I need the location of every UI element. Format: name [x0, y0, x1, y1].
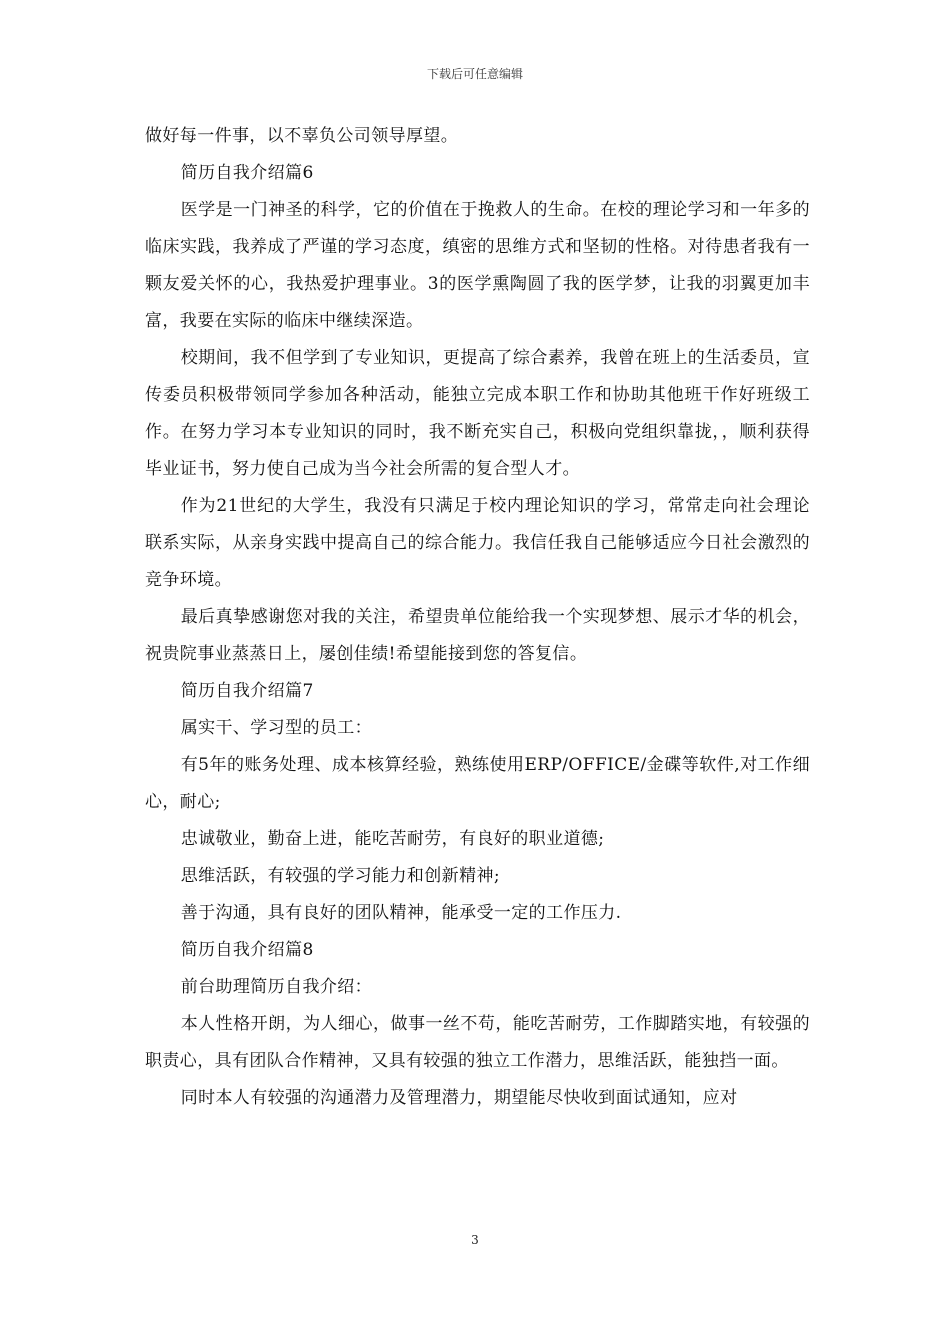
paragraph: 属实干、学习型的员工： — [180, 718, 373, 738]
page-header — [0, 66, 950, 82]
section-heading-7: 简历自我介绍篇7 — [180, 681, 314, 701]
paragraph: 忠诚敬业，勤奋上进，能吃苦耐劳，有良好的职业道德; — [180, 829, 605, 849]
paragraph: 有5年的账务处理、成本核算经验，熟练使用ERP/OFFICE/金碟等软件,对工作细心，耐心; — [145, 755, 810, 812]
paragraph: 思维活跃，有较强的学习能力和创新精神; — [180, 866, 501, 886]
paragraph: 校期间，我不但学到了专业知识，更提高了综合素养，我曾在班上的生活委员，宣传委员积极带领同学参加各种活动，能独立完成本职工作和协助其他班干作好班级工作。在努力学习本专业知识的同时，我不断充实自己，积极向党组织靠拢，，顺利获得毕业证书，努力使自己成为当今社会所需的复合型人才。 — [145, 348, 810, 479]
paragraph: 善于沟通，具有良好的团队精神，能承受一定的工作压力. — [180, 903, 622, 923]
paragraph: 前台助理简历自我介绍： — [180, 977, 373, 997]
paragraph-continuation: 做好每一件事，以不辜负公司领导厚望。 — [145, 126, 459, 146]
paragraph: 最后真挚感谢您对我的关注，希望贵单位能给我一个实现梦想、展示才华的机会，祝贵院事业蒸蒸日上，屡创佳绩!希望能接到您的答复信。 — [145, 607, 810, 664]
paragraph: 同时本人有较强的沟通潜力及管理潜力，期望能尽快收到面试通知，应对 — [180, 1088, 738, 1108]
section-heading-6: 简历自我介绍篇6 — [180, 163, 314, 183]
page-footer — [0, 1232, 950, 1248]
paragraph: 医学是一门神圣的科学，它的价值在于挽救人的生命。在校的理论学习和一年多的临床实践，我养成了严谨的学习态度，缜密的思维方式和坚韧的性格。对待患者我有一颗友爱关怀的心，我热爱护理事业。3的医学熏陶圆了我的医学梦，让我的羽翼更加丰富，我要在实际的临床中继续深造。 — [145, 200, 810, 331]
paragraph: 作为21世纪的大学生，我没有只满足于校内理论知识的学习，常常走向社会理论联系实际，从亲身实践中提高自己的综合能力。我信任我自己能够适应今日社会激烈的竞争环境。 — [145, 496, 810, 590]
section-heading-8: 简历自我介绍篇8 — [180, 940, 314, 960]
page-number: 3 — [471, 1233, 479, 1247]
header-note: 下载后可任意编辑 — [426, 67, 523, 81]
paragraph: 本人性格开朗，为人细心，做事一丝不苟，能吃苦耐劳，工作脚踏实地，有较强的职责心，具有团队合作精神，又具有较强的独立工作潜力，思维活跃，能独挡一面。 — [145, 1014, 810, 1071]
document-body — [145, 118, 810, 1117]
